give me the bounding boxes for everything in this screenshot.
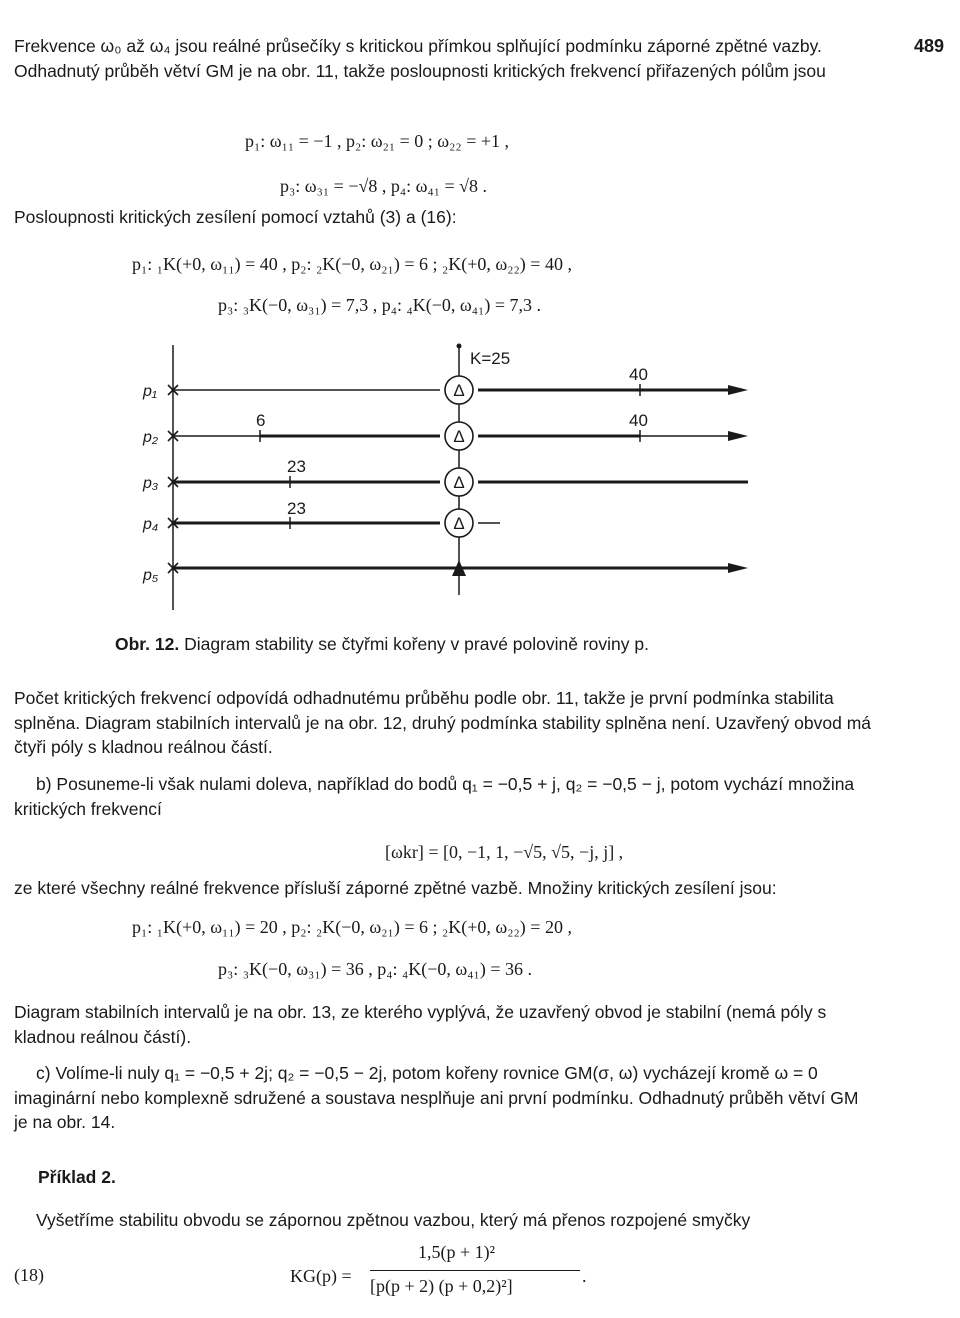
equation-gains-3: p₁: ₁K(+0, ω₁₁) = 20 , p₂: ₂K(−0, ω₂₁) = 6 ; ₂K(+0, ω₂₂) = 20 ,	[132, 917, 572, 937]
equation-number: (18)	[14, 1265, 44, 1285]
page-number: 489	[913, 36, 944, 56]
p1-pole-label: p₁	[143, 383, 157, 400]
example-heading: Příklad 2.	[38, 1167, 116, 1187]
paragraph-complex-zeros: c) Volíme-li nuly q₁ = −0,5 + 2j; q₂ = −0,5 − 2j, potom kořeny rovnice GM(σ, ω) vycházejí kromě ω = 0 imaginární nebo komplexně sdružené a soustava nesplňuje ani první podmínku. Odhadnutý průběh větví GM je na obr. 14.	[14, 1063, 859, 1132]
p2-arrowhead	[728, 431, 748, 441]
k-marker-p3-symbol: Δ	[453, 473, 465, 492]
p1-value-40: 40	[629, 365, 648, 384]
gains-intro-line: Posloupnosti kritických zesílení pomocí vztahů (3) a (16):	[14, 207, 457, 227]
k-marker-p4-symbol: Δ	[453, 514, 465, 533]
equation-critical-set: [ωkr] = [0, −1, 1, −√5, √5, −j, j] ,	[385, 842, 624, 862]
paragraph-critical-frequencies: Frekvence ω₀ až ω₄ jsou reálné průsečíky s kritickou přímkou splňující podmínku záporné zpětné vazby. Odhadnutý průběh větví GM je na obr. 11, takže posloupnosti kritických frekvencí přiřazených pólům jsou	[14, 36, 826, 81]
paragraph-stability-conditions: Počet kritických frekvencí odpovídá odhadnutému průběhu podle obr. 11, takže je první podmínka stabilita splněna. Diagram stabilních intervalů je na obr. 12, druhý podmínka stability splněna není. Uzavřený obvod má čtyři póly s kladnou reálnou částí.	[14, 688, 872, 757]
equation-frequencies-2: p₃: ω₃₁ = −√8 , p₄: ω₄₁ = √8 .	[280, 176, 488, 196]
p2-value-40: 40	[629, 411, 648, 430]
transfer-function-lhs: KG(p) =	[290, 1266, 352, 1286]
k-marker-p2	[445, 422, 473, 450]
fraction-bar	[370, 1270, 580, 1271]
equation-gains-4: p₃: ₃K(−0, ω₃₁) = 36 , p₄: ₄K(−0, ω₄₁) = 36 .	[218, 959, 532, 979]
transfer-function-numerator: 1,5(p + 1)²	[418, 1242, 496, 1262]
stability-diagram	[0, 0, 960, 640]
set-after-line: ze které všechny reálné frekvence přísluší záporné zpětné vazbě. Množiny kritických zesílení jsou:	[14, 878, 777, 898]
paragraph-open-loop: Vyšetříme stabilitu obvodu se zápornou zpětnou vazbou, který má přenos rozpojené smyčky	[36, 1210, 751, 1230]
paragraph-shift-zeros: b) Posuneme-li však nulami doleva, například do bodů q₁ = −0,5 + j, q₂ = −0,5 − j, potom vychází množina kritických frekvencí	[14, 774, 855, 819]
transfer-function-equation	[290, 1242, 610, 1312]
p5-pole-label: p₅	[143, 567, 159, 584]
transfer-function-denominator: [p(p + 2) (p + 0,2)²]	[370, 1276, 513, 1296]
p3-pole-label: p₃	[143, 475, 159, 492]
k-label: K=25	[470, 349, 511, 368]
k-marker-p4	[445, 509, 473, 537]
k-marker-p2-symbol: Δ	[453, 427, 465, 446]
k-marker-p3	[445, 468, 473, 496]
p2-pole-label: p₂	[143, 429, 158, 446]
k-marker-p1	[445, 376, 473, 404]
equation-gains-1: p₁: ₁K(+0, ω₁₁) = 40 , p₂: ₂K(−0, ω₂₁) = 6 ; ₂K(+0, ω₂₂) = 40 ,	[132, 254, 572, 274]
equation-gains-2: p₃: ₃K(−0, ω₃₁) = 7,3 , p₄: ₄K(−0, ω₄₁) = 7,3 .	[218, 295, 541, 315]
p2-value-6: 6	[256, 411, 266, 430]
figure-caption-label: Obr. 12.	[115, 634, 180, 654]
p5-arrowhead	[728, 563, 748, 573]
figure-caption-text: Diagram stability se čtyřmi kořeny v pravé polovině roviny p.	[184, 634, 649, 654]
p3-value-23: 23	[287, 457, 306, 476]
paragraph-stable-closed-loop: Diagram stabilních intervalů je na obr. 13, ze kterého vyplývá, že uzavřený obvod je stabilní (nemá póly s kladnou reálnou částí).	[14, 1002, 827, 1047]
transfer-function-period: .	[582, 1266, 587, 1286]
k-axis-dot	[457, 344, 462, 349]
p4-pole-label: p₄	[143, 516, 159, 533]
equation-frequencies-1: p₁: ω₁₁ = −1 , p₂: ω₂₁ = 0 ; ω₂₂ = +1 ,	[245, 131, 510, 151]
k-marker-p1-symbol: Δ	[453, 381, 465, 400]
figure-caption	[115, 634, 649, 655]
p4-value-23: 23	[287, 499, 306, 518]
p1-arrowhead	[728, 385, 748, 395]
